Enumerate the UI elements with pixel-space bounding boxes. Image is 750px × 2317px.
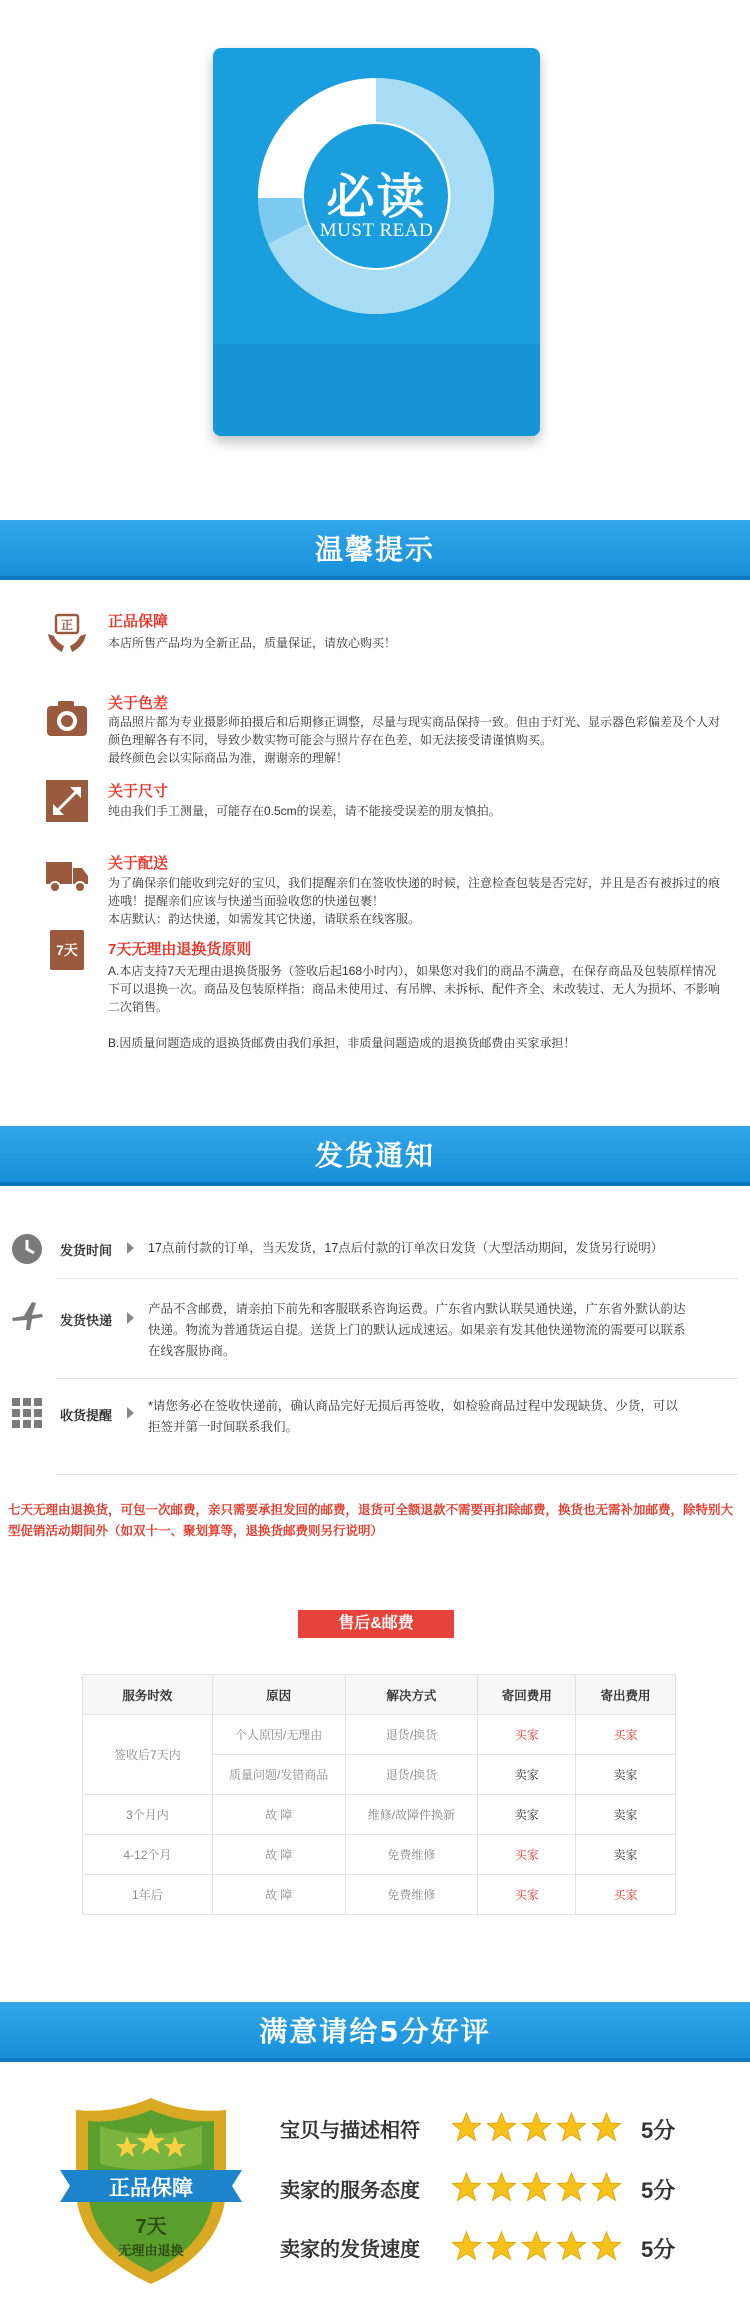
star-icon — [521, 2112, 552, 2142]
tip-body-delivery — [108, 874, 728, 928]
after-sales-table — [82, 1674, 676, 1915]
truck-icon — [44, 852, 90, 898]
arrow-right-icon — [127, 1242, 134, 1254]
tips-banner: 温馨提示 — [0, 520, 750, 580]
genuine-icon — [44, 612, 90, 658]
tip-body-color-line2: 最终颜色会以实际商品为准，谢谢亲的理解！ — [108, 751, 349, 765]
tip-title-genuine: 正品保障 — [108, 613, 169, 630]
star-icon — [486, 2112, 517, 2142]
tip-body-delivery-line2: 本店默认：韵达快递，如需发其它快递，请联系在线客服。 — [108, 912, 421, 926]
card-bottom-band — [213, 344, 540, 436]
star-icon — [451, 2112, 482, 2142]
tip-body-return-b: B.因质量问题造成的退换货邮费由我们承担，非质量问题造成的退换货邮费由买家承担！ — [108, 1036, 576, 1050]
rating-score-service: 5分 — [641, 2178, 676, 2203]
star-icon — [556, 2231, 587, 2261]
cell-period: 签收后7天内 — [83, 1715, 213, 1795]
badge-ribbon-text: 正品保障 — [109, 2176, 193, 2200]
tip-body-color-line1: 商品照片都为专业摄影师拍摄后和后期修正调整，尽量与现实商品保持一致。但由于灯光、显示器色彩偏差及个人对颜色理解各有不同，导致少数实物可能会与照片存在色差，如无法接受请谨慎购买。 — [108, 715, 721, 747]
svg-text:正: 正 — [60, 618, 74, 632]
airplane-icon — [10, 1298, 44, 1332]
rating-label-shipping: 卖家的发货速度 — [280, 2237, 420, 2261]
ship-text-time: 17点前付款的订单，当天发货，17点后付款的订单次日发货（大型活动期间，发货另行说明） — [148, 1241, 664, 1255]
star-icon — [556, 2172, 587, 2202]
cell-send-back: 卖家 — [478, 1795, 576, 1835]
star-icon — [451, 2172, 482, 2202]
card-subtitle: MUST READ — [319, 220, 434, 241]
seven-day-icon: 7天 — [50, 930, 84, 970]
table-row — [83, 1715, 676, 1755]
tip-title-color: 关于色差 — [108, 695, 169, 712]
red-notice: 七天无理由退换货，可包一次邮费，亲只需要承担发回的邮费，退货可全额退款不需要再扣除邮费，换货也无需补加邮费，除特别大型促销活动期间外（如双十一、聚划算等，退换货邮费则另行说明） — [8, 1503, 734, 1538]
cell-period: 3个月内 — [83, 1795, 213, 1835]
resize-icon — [44, 778, 90, 824]
tip-body-size: 纯由我们手工测量，可能存在0.5cm的误差，请不能接受误差的朋友慎拍。 — [108, 804, 501, 818]
rating-stars-description — [451, 2112, 626, 2142]
table-row — [83, 1795, 676, 1835]
rating-label-description: 宝贝与描述相符 — [280, 2118, 420, 2142]
rating-score-shipping: 5分 — [641, 2237, 676, 2262]
cell-reason: 质量问题/发错商品 — [212, 1755, 345, 1795]
ship-text-express: 产品不含邮费，请亲拍下前先和客服联系咨询运费。广东省内默认联昊通快递，广东省外默认韵达快递。物流为普通货运自提。送货上门的默认远成速运。如果亲有发其他快递物流的需要可以联系在线客服协商。 — [148, 1302, 686, 1358]
cell-period: 4-12个月 — [83, 1835, 213, 1875]
star-icon — [591, 2231, 622, 2261]
header-send-out: 寄出费用 — [576, 1675, 676, 1715]
ship-label-time: 发货时间 — [60, 1243, 113, 1258]
divider — [56, 1278, 738, 1279]
cell-send-out: 卖家 — [576, 1835, 676, 1875]
cell-send-out: 卖家 — [576, 1755, 676, 1795]
cell-send-back: 卖家 — [478, 1755, 576, 1795]
arrow-right-icon — [127, 1312, 134, 1324]
header-send-back: 寄回费用 — [478, 1675, 576, 1715]
ship-text-receive: *请您务必在签收快递前，确认商品完好无损后再签收，如检验商品过程中发现缺货、少货，可以拒签并第一时间联系我们。 — [148, 1399, 678, 1434]
header-solution: 解决方式 — [345, 1675, 478, 1715]
star-icon — [591, 2112, 622, 2142]
grid-icon — [10, 1396, 44, 1430]
star-icon — [451, 2231, 482, 2261]
cell-solution: 退货/换货 — [345, 1755, 478, 1795]
star-icon — [521, 2231, 552, 2261]
tip-title-size: 关于尺寸 — [108, 783, 169, 800]
cell-reason: 故 障 — [212, 1875, 345, 1915]
cell-send-out: 买家 — [576, 1875, 676, 1915]
rating-stars-shipping — [451, 2231, 626, 2261]
camera-icon — [44, 696, 90, 742]
tip-body-genuine: 本店所售产品均为全新正品，质量保证，请放心购买！ — [108, 636, 397, 650]
tip-body-return: A.本店支持7天无理由退换货服务（签收后起168小时内），如果您对我们的商品不满意，在保存商品及包装原样情况下可以退换一次。商品及包装原样指：商品未使用过、有吊牌、未拆标、配件齐全、未改装过、无人为损坏、不影响二次销售。 — [108, 964, 721, 1014]
cell-send-out: 买家 — [576, 1715, 676, 1755]
cell-solution: 免费维修 — [345, 1835, 478, 1875]
ship-label-express: 发货快递 — [60, 1313, 113, 1328]
rating-label-service: 卖家的服务态度 — [280, 2178, 420, 2202]
header-reason: 原因 — [212, 1675, 345, 1715]
tip-body-delivery-line1: 为了确保亲们能收到完好的宝贝，我们提醒亲们在签收快递的时候，注意检查包装是否完好，并且是否有被拆过的痕迹哦！提醒亲们应该与快递当面验收您的快递包裹！ — [108, 876, 721, 908]
star-icon — [521, 2172, 552, 2202]
cell-solution: 退货/换货 — [345, 1715, 478, 1755]
card-title: 必读 — [326, 169, 427, 225]
ship-label-receive: 收货提醒 — [60, 1408, 113, 1423]
arrow-right-icon — [127, 1407, 134, 1419]
divider — [56, 1474, 738, 1475]
tip-title-return: 7天无理由退换货原则 — [108, 941, 252, 958]
cell-solution: 免费维修 — [345, 1875, 478, 1915]
star-icon — [591, 2172, 622, 2202]
rating-banner: 满意请给5分好评 — [0, 2002, 750, 2062]
cell-solution: 维修/故障件换新 — [345, 1795, 478, 1835]
clock-icon — [10, 1232, 44, 1266]
star-icon — [556, 2112, 587, 2142]
cell-send-back: 买家 — [478, 1715, 576, 1755]
tip-body-color — [108, 713, 728, 767]
table-row — [83, 1875, 676, 1915]
header-period: 服务时效 — [83, 1675, 213, 1715]
table-row — [83, 1835, 676, 1875]
cell-send-out: 卖家 — [576, 1795, 676, 1835]
badge-days: 7天 — [135, 2216, 167, 2238]
rating-score-description: 5分 — [641, 2118, 676, 2143]
shipping-banner: 发货通知 — [0, 1126, 750, 1186]
divider — [56, 1378, 738, 1379]
cell-reason: 个人原因/无理由 — [212, 1715, 345, 1755]
star-icon — [486, 2172, 517, 2202]
cell-period: 1年后 — [83, 1875, 213, 1915]
cell-reason: 故 障 — [212, 1795, 345, 1835]
rating-stars-service — [451, 2172, 626, 2202]
tip-title-delivery: 关于配送 — [108, 855, 169, 872]
cell-send-back: 买家 — [478, 1835, 576, 1875]
after-sales-tag: 售后&邮费 — [298, 1610, 454, 1638]
badge-caption: 无理由退换 — [118, 2243, 184, 2258]
star-icon — [486, 2231, 517, 2261]
cell-reason: 故 障 — [212, 1835, 345, 1875]
must-read-card — [213, 48, 540, 436]
cell-send-back: 买家 — [478, 1875, 576, 1915]
